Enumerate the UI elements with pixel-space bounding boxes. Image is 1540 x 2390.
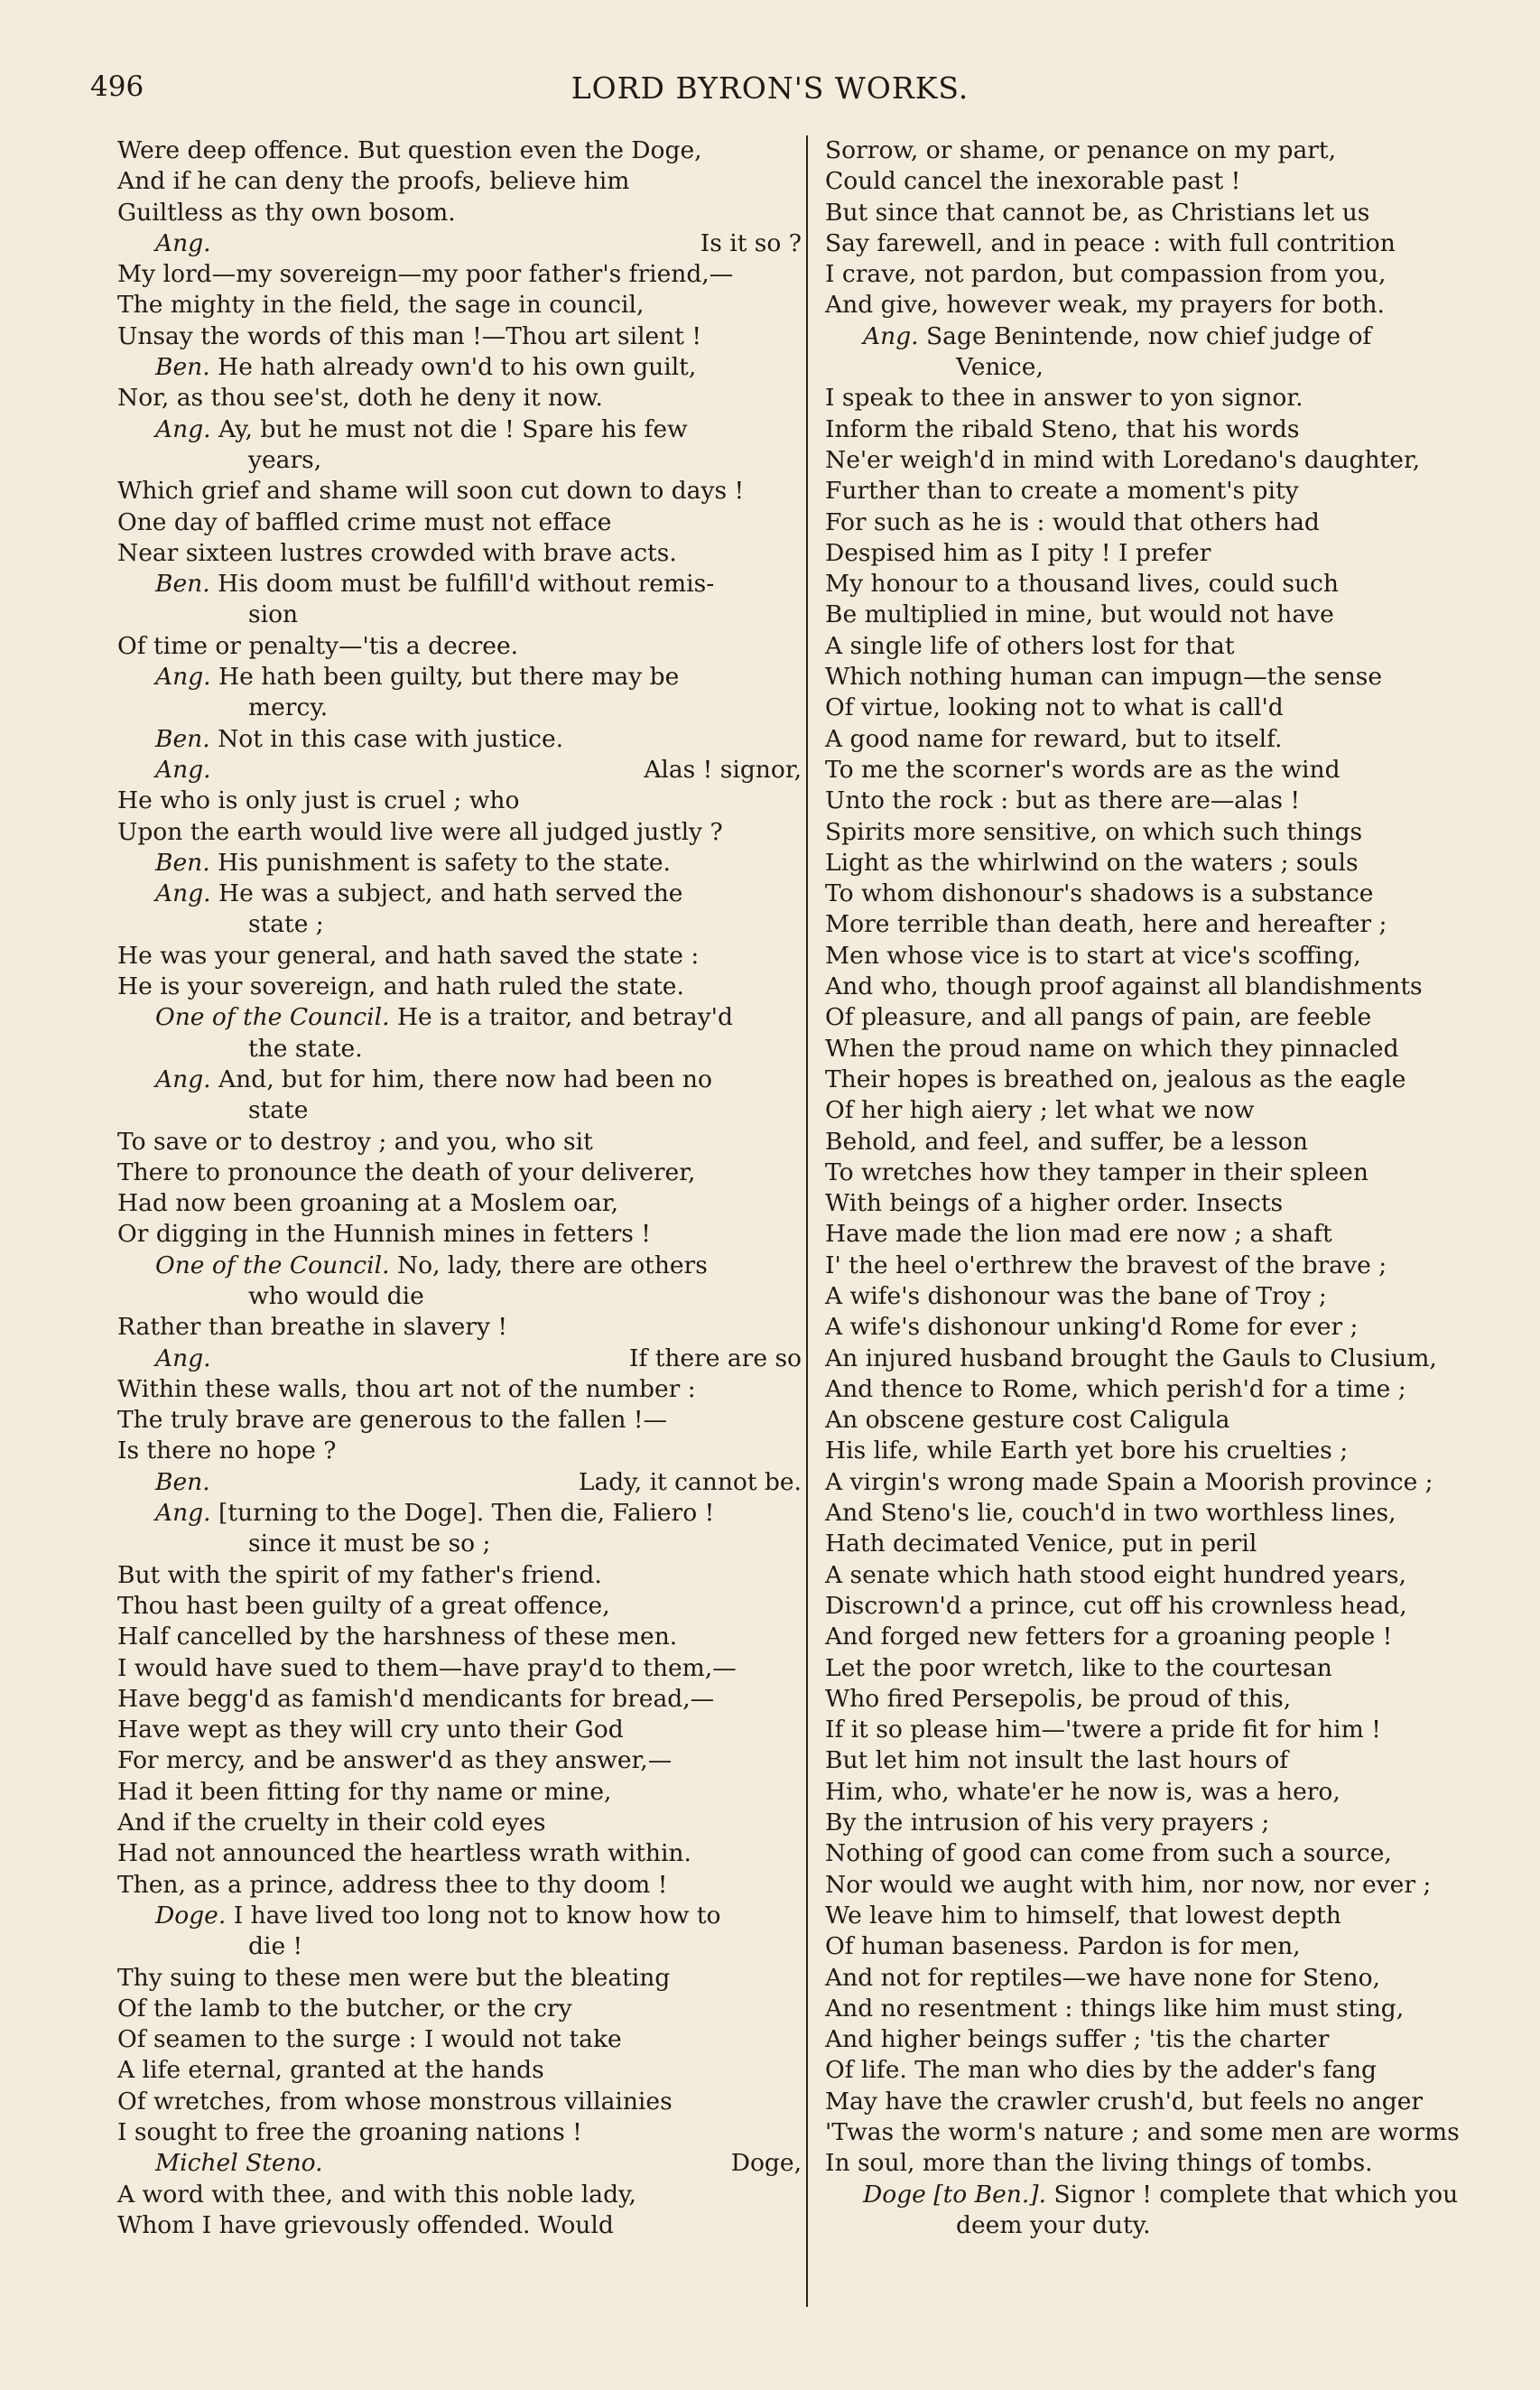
verse-line [825,1745,1520,1776]
line-text: For such as he is : would that others had [825,507,1320,536]
line-text: He is your sovereign, and hath ruled the state. [117,972,684,1001]
verse-line [117,1870,802,1901]
line-text: mercy. [248,693,329,722]
verse-line [117,2180,802,2210]
verse-line [825,228,1520,259]
verse-line [825,1002,1520,1033]
running-head: LORD BYRON'S WORKS. [571,70,969,106]
line-text: who would die [248,1281,424,1310]
line-text: 'Twas the worm's nature ; and some men are worms [825,2118,1460,2146]
verse-line [117,135,802,166]
verse-line [825,941,1520,972]
verse-line [117,2117,802,2148]
verse-line [825,1838,1520,1869]
verse-line [825,972,1520,1002]
line-text: the state. [248,1034,363,1063]
verse-line [117,2148,802,2179]
verse-line [825,1312,1520,1343]
line-text: I speak to thee in answer to yon signor. [825,384,1303,413]
verse-line [117,321,802,352]
line-text: Near sixteen lustres crowded with brave acts. [117,538,677,567]
line-text: But let him not insult the last hours of [825,1746,1289,1775]
line-text: If there are so [629,1344,802,1372]
speaker-name: Ang. [155,663,211,692]
line-text: There to pronounce the death of your deliverer, [117,1158,696,1186]
line-text: A wife's dishonour was the bane of Troy ; [825,1281,1327,1310]
line-text: For mercy, and be answer'd as they answer,— [117,1746,673,1775]
verse-line [825,321,1520,352]
line-text: state [248,1096,309,1125]
line-text: Unsay the words of this man !—Thou art silent ! [117,321,702,350]
line-text: Ne'er weigh'd in mind with Loredano's daughter, [825,445,1421,474]
verse-line [825,198,1520,228]
verse-line [825,2180,1520,2210]
verse-line [117,817,802,848]
speaker-name: Ang. [863,321,919,350]
line-text: Had not announced the heartless wrath within. [117,1839,691,1868]
line-text: die ! [248,1932,303,1961]
line-text: He was a subject, and hath served the [218,879,683,908]
verse-line [825,1344,1520,1374]
verse-line [117,228,802,259]
line-text: Thy suing to these men were but the bleating [117,1963,671,1992]
line-text: Discrown'd a prince, cut off his crownless head, [825,1591,1407,1620]
verse-line [117,1622,802,1652]
line-text: A senate which hath stood eight hundred years, [825,1560,1406,1589]
line-text: Venice, [956,353,1044,382]
verse-line [117,1994,802,2024]
line-text: A life eternal, granted at the hands [117,2056,544,2085]
line-text: Say farewell, and in peace : with full contrition [825,228,1396,257]
verse-line [117,1002,802,1033]
line-text: Within these walls, thou art not of the number : [117,1374,696,1403]
line-text: I would have sued to them—have pray'd to them,— [117,1653,737,1682]
line-text: Have begg'd as famish'd mendicants for bread,— [117,1684,715,1713]
verse-line [117,1560,802,1591]
verse-line [825,1405,1520,1436]
verse-line [117,445,802,476]
line-text: He who is only just is cruel ; who [117,786,520,815]
verse-line [117,2087,802,2117]
verse-line [825,290,1520,321]
verse-line [117,1374,802,1405]
line-text: When the proud name on which they pinnacled [825,1034,1399,1063]
verse-line [825,631,1520,662]
line-text: state ; [248,910,324,939]
line-text: Whom I have grievously offended. Would [117,2210,614,2239]
speaker-name: Ang. [155,414,211,443]
verse-line [117,755,802,786]
verse-line [825,1498,1520,1529]
line-text: An injured husband brought the Gauls to Clusium, [825,1344,1437,1372]
verse-line [825,538,1520,569]
line-text: To whom dishonour's shadows is a substance [825,879,1374,908]
verse-line [825,879,1520,909]
speaker-name: Ben. [155,724,210,753]
verse-line [825,600,1520,630]
line-text: Further than to create a moment's pity [825,477,1299,506]
verse-line [825,755,1520,786]
line-text: Of her high aiery ; let what we now [825,1096,1255,1125]
line-text: And higher beings suffer ; 'tis the charter [825,2025,1330,2054]
verse-line [117,1436,802,1466]
line-text: He was your general, and hath saved the state : [117,941,700,970]
line-text: And who, though proof against all blandishments [825,972,1423,1001]
speaker-name: Ben. [155,353,210,382]
line-text: Sage Benintende, now chief judge of [926,321,1372,350]
line-text: Which grief and shame will soon cut down to days ! [117,477,745,506]
line-text: Of human baseness. Pardon is for men, [825,1932,1301,1961]
verse-line [825,1065,1520,1095]
verse-line [825,724,1520,755]
line-text: Their hopes is breathed on, jealous as the eagle [825,1065,1406,1093]
verse-line [117,1653,802,1684]
verse-line [117,600,802,630]
line-text: Is it so ? [700,228,802,257]
line-text: Sorrow, or shame, or penance on my part, [825,136,1336,164]
verse-line [117,1498,802,1529]
verse-line [825,1622,1520,1652]
line-text: My honour to a thousand lives, could such [825,570,1339,599]
verse-line [825,817,1520,848]
line-text: With beings of a higher order. Insects [825,1189,1284,1218]
line-text: deem your duty. [956,2210,1151,2239]
verse-line [117,724,802,755]
verse-line [117,1251,802,1281]
verse-line [825,1188,1520,1219]
verse-line [825,1034,1520,1065]
line-text: Lady, it cannot be. [578,1467,802,1496]
page-header [0,70,1540,116]
line-text: Which nothing human can impugn—the sense [825,663,1383,692]
verse-line [117,941,802,972]
verse-line [117,259,802,290]
verse-line [117,662,802,693]
line-text: since it must be so ; [248,1530,491,1558]
verse-line [825,1653,1520,1684]
speaker-name: Michel Steno. [155,2149,323,2178]
verse-line [825,1963,1520,1994]
verse-line [117,1127,802,1158]
line-text: By the intrusion of his very prayers ; [825,1809,1270,1837]
verse-line [825,1560,1520,1591]
verse-line [117,538,802,569]
verse-line [825,1095,1520,1126]
line-text: And no resentment : things like him must sting, [825,1994,1405,2023]
line-text: A good name for reward, but to itself. [825,724,1283,753]
line-text: To me the scorner's words are as the wind [825,755,1341,784]
line-text: Could cancel the inexorable past ! [825,167,1241,196]
line-text: A wife's dishonour unking'd Rome for ever ; [825,1313,1359,1342]
verse-line [117,1591,802,1622]
line-text: Or digging in the Hunnish mines in fetters ! [117,1220,651,1249]
verse-line [825,476,1520,507]
line-text: Half cancelled by the harshness of these men. [117,1623,678,1651]
line-text: The mighty in the field, the sage in council, [117,291,645,320]
verse-line [825,1591,1520,1622]
verse-line [117,1219,802,1250]
line-text: Of seamen to the surge : I would not take [117,2025,622,2054]
speaker-name: Ben. [155,570,210,599]
line-text: Of pleasure, and all pangs of pain, are feeble [825,1003,1372,1032]
line-text: Let the poor wretch, like to the courtesan [825,1653,1332,1682]
speaker-name: One of the Council. [155,1003,390,1032]
verse-line [117,1344,802,1374]
verse-line [117,166,802,197]
line-text: [turning to the Doge]. Then die, Faliero ! [218,1499,715,1528]
line-text: A virgin's wrong made Spain a Moorish province ; [825,1467,1433,1496]
verse-line [825,507,1520,538]
verse-line [117,1963,802,1994]
line-text: To wretches how they tamper in their spleen [825,1158,1368,1186]
verse-line [825,352,1520,383]
verse-line [825,909,1520,940]
line-text: He hath been guilty, but there may be [218,663,680,692]
line-text: We leave him to himself, that lowest depth [825,1901,1341,1930]
speaker-name: One of the Council. [155,1251,390,1279]
verse-line [117,1901,802,1931]
line-text: Have made the lion mad ere now ; a shaft [825,1220,1332,1249]
line-text: He is a traitor, and betray'd [396,1003,733,1032]
line-text: Inform the ribald Steno, that his words [825,414,1300,443]
line-text: And give, however weak, my prayers for both. [825,291,1385,320]
verse-line [117,1715,802,1745]
line-text: His punishment is safety to the state. [218,848,671,877]
line-text: Nor, as thou see'st, doth he deny it now. [117,384,603,413]
line-text: I have lived too long not to know how to [233,1901,721,1930]
verse-line [825,1931,1520,1962]
line-text: Nothing of good can come from such a source, [825,1839,1392,1868]
verse-line [825,1808,1520,1838]
line-text: I crave, not pardon, but compassion from you, [825,260,1387,289]
line-text: He hath already own'd to his own guilt, [218,353,697,382]
line-text: An obscene gesture cost Caligula [825,1406,1230,1435]
line-text: sion [248,600,299,629]
line-text: Ay, but he must not die ! Spare his few [218,414,688,443]
line-text: A single life of others lost for that [825,631,1235,660]
line-text: Upon the earth would live were all judged justly ? [117,817,723,846]
line-text: Unto the rock : but as there are—alas ! [825,786,1301,815]
line-text: Signor ! complete that which you [1053,2180,1459,2209]
line-text: A word with thee, and with this noble lady, [117,2180,636,2209]
line-text: Him, who, whate'er he now is, was a hero, [825,1777,1341,1806]
verse-line [825,1158,1520,1188]
verse-line [825,569,1520,600]
verse-line [117,2210,802,2241]
verse-line [117,1808,802,1838]
verse-line [117,1777,802,1808]
verse-line [117,198,802,228]
line-text: The truly brave are generous to the fallen !— [117,1406,668,1435]
verse-line [825,445,1520,476]
line-text: One day of baffled crime must not efface [117,507,612,536]
verse-line [117,1467,802,1498]
verse-line [117,909,802,940]
verse-line [117,1281,802,1312]
line-text: years, [248,445,322,474]
verse-line [117,507,802,538]
verse-line [825,2024,1520,2055]
verse-line [825,2148,1520,2179]
page-number: 496 [90,70,144,103]
verse-line [117,352,802,383]
line-text: Men whose vice is to start at vice's scoffing, [825,941,1361,970]
line-text: His life, while Earth yet bore his cruelties ; [825,1437,1349,1465]
line-text: Spirits more sensitive, on which such things [825,817,1363,846]
speaker-name: Ang. [155,228,211,257]
line-text: May have the crawler crush'd, but feels no anger [825,2087,1424,2116]
line-text: And if the cruelty in their cold eyes [117,1809,546,1837]
verse-line [825,135,1520,166]
verse-line [825,1281,1520,1312]
verse-line [825,1374,1520,1405]
line-text: Of time or penalty—'tis a decree. [117,631,519,660]
verse-line [825,414,1520,445]
line-text: And Steno's lie, couch'd in two worthless lines, [825,1499,1396,1528]
verse-line [117,1684,802,1715]
line-text: Light as the whirlwind on the waters ; souls [825,848,1359,877]
line-text: Alas ! signor, [644,755,802,784]
verse-line [825,2055,1520,2086]
right-column [825,135,1520,2241]
line-text: If it so please him—'twere a pride fit for him ! [825,1716,1381,1744]
verse-line [825,2210,1520,2241]
verse-line [117,1931,802,1962]
line-text: Have wept as they will cry unto their God [117,1716,624,1744]
verse-line [825,662,1520,693]
verse-line [117,1065,802,1095]
line-text: But since that cannot be, as Christians let us [825,198,1370,227]
verse-line [117,414,802,445]
verse-line [117,2055,802,2086]
column-divider [806,135,808,2307]
verse-line [825,1251,1520,1281]
verse-line [825,1127,1520,1158]
verse-line [825,1684,1520,1715]
line-text: Then, as a prince, address thee to thy doom ! [117,1870,668,1899]
line-text: Hath decimated Venice, put in peril [825,1530,1257,1558]
speaker-name: Doge. [155,1901,227,1930]
speaker-name: Ben. [155,1467,210,1496]
line-text: But with the spirit of my father's friend. [117,1560,602,1589]
verse-line [825,1901,1520,1931]
line-text: No, lady, there are others [396,1251,708,1279]
line-text: Of wretches, from whose monstrous villainies [117,2087,673,2116]
speaker-name: Ang. [155,1499,211,1528]
verse-line [825,1436,1520,1466]
line-text: And thence to Rome, which perish'd for a time ; [825,1374,1406,1403]
left-column [117,135,802,2241]
verse-line [117,972,802,1002]
verse-line [117,631,802,662]
line-text: In soul, more than the living things of tombs. [825,2149,1373,2178]
verse-line [825,1219,1520,1250]
verse-line [117,848,802,879]
verse-line [117,1158,802,1188]
verse-line [825,2117,1520,2148]
line-text: Who fired Persepolis, be proud of this, [825,1684,1292,1713]
line-text: Nor would we aught with him, nor now, nor ever ; [825,1870,1432,1899]
verse-line [825,693,1520,723]
verse-line [825,1870,1520,1901]
line-text: His doom must be fulfill'd without remis- [218,570,715,599]
line-text: Behold, and feel, and suffer, be a lesson [825,1127,1308,1156]
line-text: Doge, [730,2149,802,2178]
verse-line [117,476,802,507]
line-text: Had it been fitting for thy name or mine, [117,1777,612,1806]
line-text: Be multiplied in mine, but would not have [825,600,1334,629]
verse-line [825,848,1520,879]
verse-line [825,1777,1520,1808]
line-text: Were deep offence. But question even the Doge, [117,136,702,164]
speaker-name: Ben. [155,848,210,877]
verse-line [117,569,802,600]
line-text: Had now been groaning at a Moslem oar, [117,1189,619,1218]
line-text: Of virtue, looking not to what is call'd [825,693,1284,722]
line-text: Thou hast been guilty of a great offence, [117,1591,610,1620]
verse-line [117,693,802,723]
line-text: I' the heel o'erthrew the bravest of the brave ; [825,1251,1387,1279]
verse-line [117,1405,802,1436]
speaker-name: Ang. [155,1065,211,1093]
line-text: I sought to free the groaning nations ! [117,2118,582,2146]
verse-line [117,383,802,414]
verse-line [117,1529,802,1559]
line-text: Not in this case with justice. [218,724,564,753]
line-text: And forged new fetters for a groaning people ! [825,1623,1393,1651]
speaker-name: Ang. [155,1344,211,1372]
speaker-name: Doge [to Ben.]. [863,2180,1047,2209]
verse-line [825,2087,1520,2117]
verse-line [117,786,802,816]
verse-line [825,383,1520,414]
verse-line [825,1529,1520,1559]
verse-line [117,1745,802,1776]
line-text: Despised him as I pity ! I prefer [825,538,1211,567]
line-text: My lord—my sovereign—my poor father's friend,— [117,260,734,289]
verse-line [825,259,1520,290]
verse-line [117,1034,802,1065]
line-text: Of life. The man who dies by the adder's fang [825,2056,1377,2085]
verse-line [117,2024,802,2055]
line-text: Rather than breathe in slavery ! [117,1313,507,1342]
line-text: And not for reptiles—we have none for Steno, [825,1963,1380,1992]
line-text: And if he can deny the proofs, believe him [117,167,630,196]
verse-line [117,1312,802,1343]
line-text: Of the lamb to the butcher, or the cry [117,1994,572,2023]
line-text: To save or to destroy ; and you, who sit [117,1127,593,1156]
verse-line [825,786,1520,816]
verse-line [117,879,802,909]
verse-line [117,290,802,321]
verse-line [825,1994,1520,2024]
line-text: More terrible than death, here and hereafter ; [825,910,1387,939]
speaker-name: Ang. [155,755,211,784]
line-text: Guiltless as thy own bosom. [117,198,456,227]
line-text: And, but for him, there now had been no [218,1065,712,1093]
verse-line [117,1095,802,1126]
speaker-name: Ang. [155,879,211,908]
line-text: Is there no hope ? [117,1437,337,1465]
verse-line [825,1715,1520,1745]
verse-line [117,1188,802,1219]
verse-line [117,1838,802,1869]
verse-line [825,1467,1520,1498]
verse-line [825,166,1520,197]
